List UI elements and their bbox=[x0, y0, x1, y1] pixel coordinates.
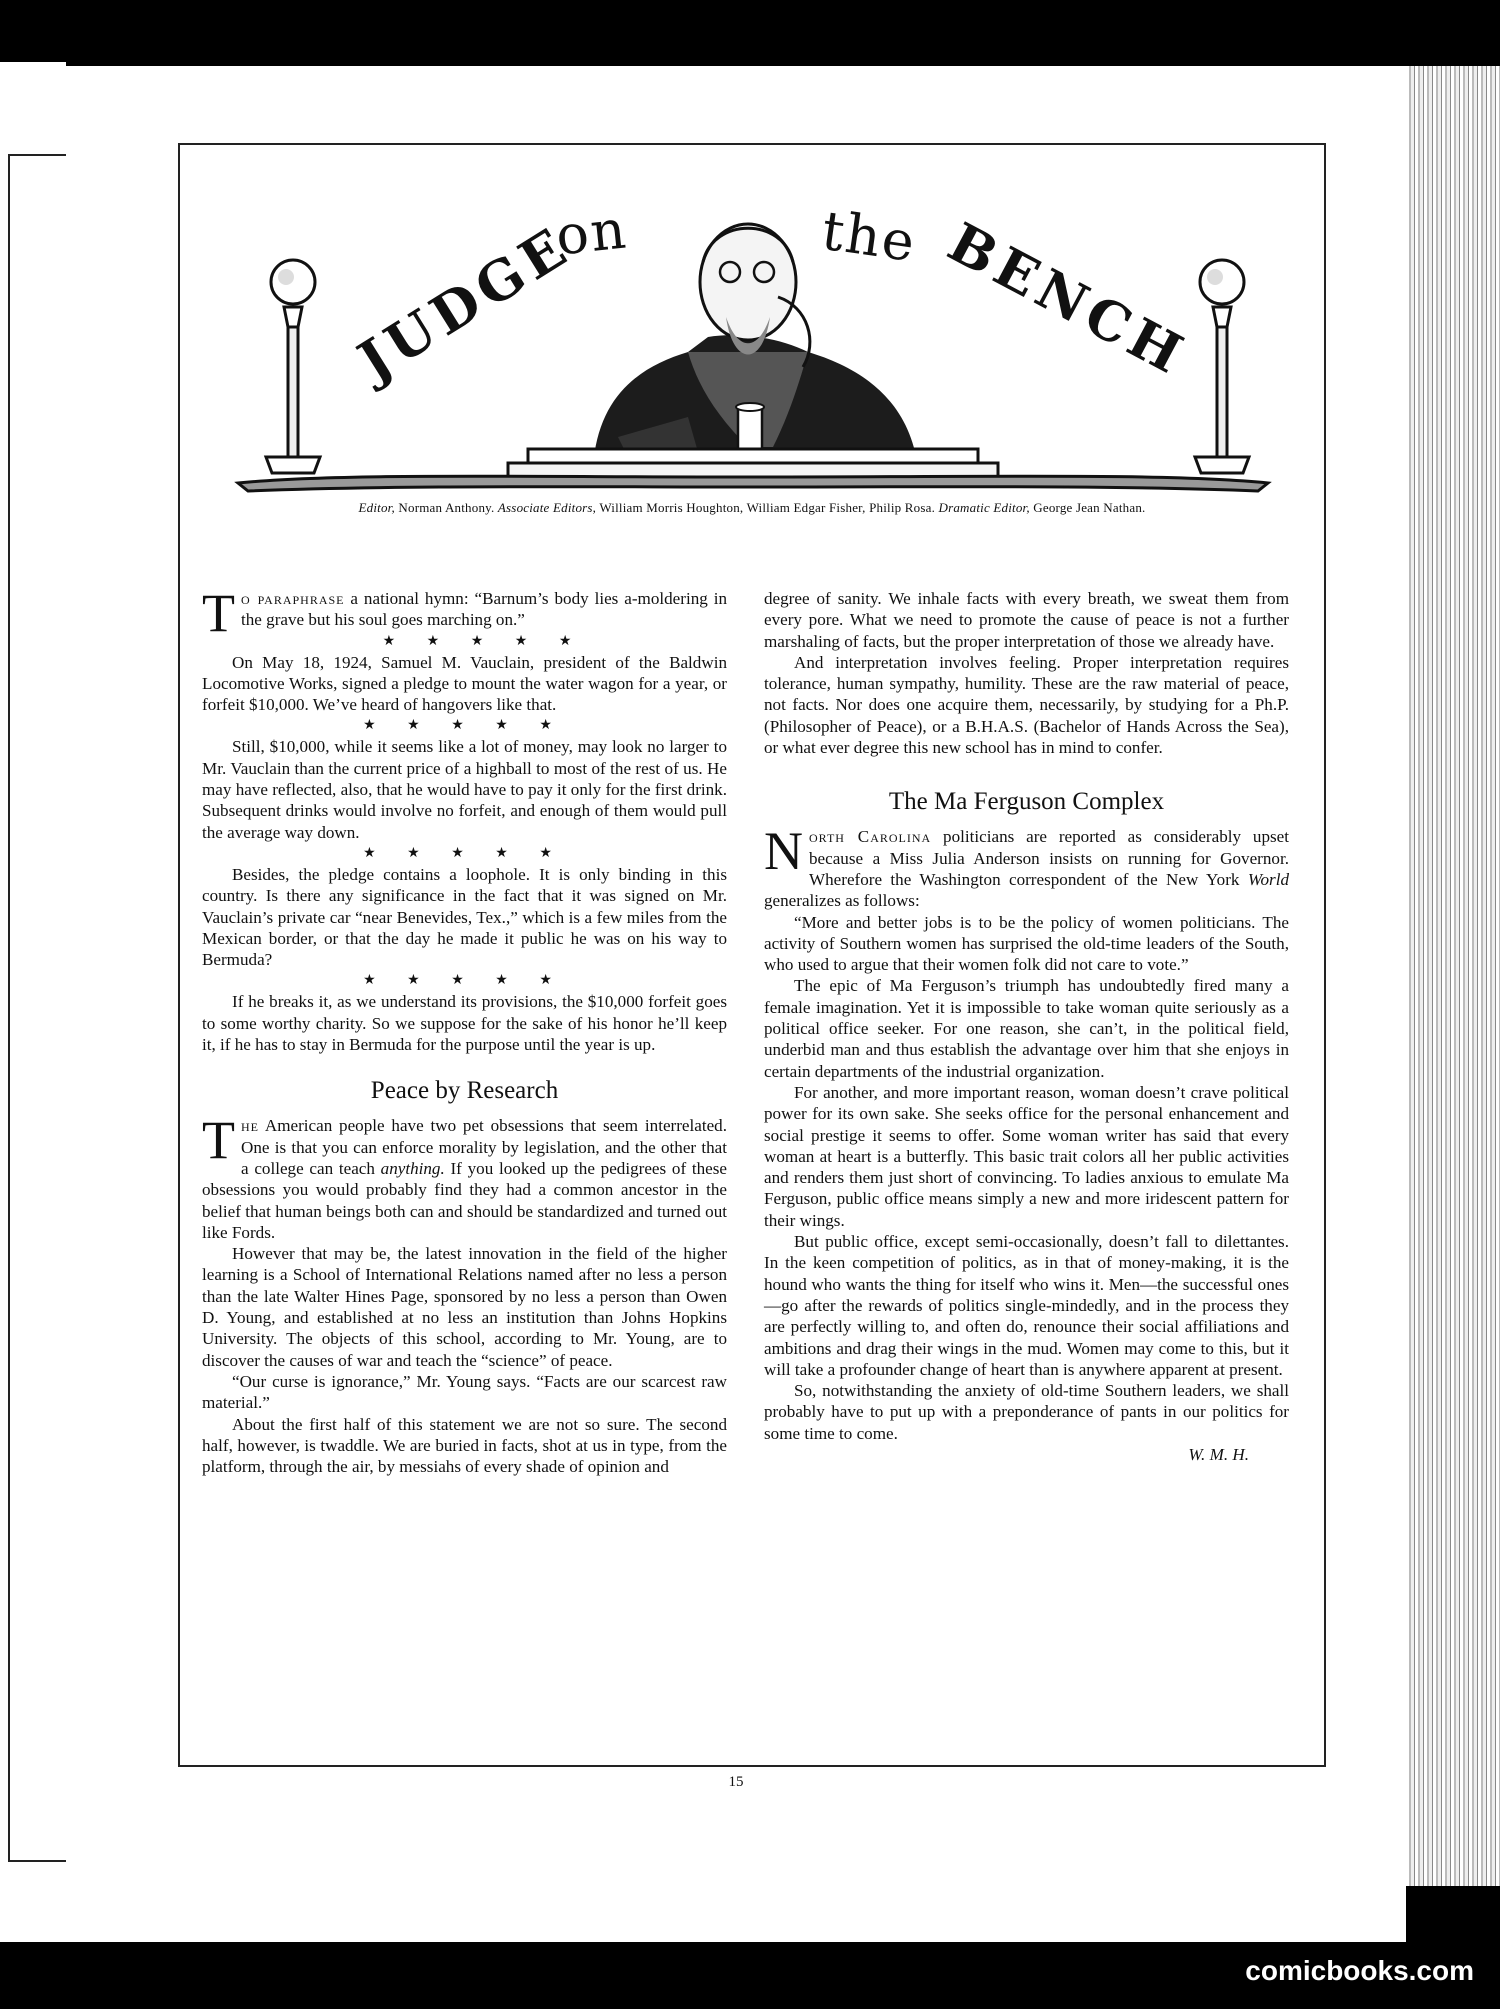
credit-name-associate: William Morris Houghton, William Edgar Fisher, Philip Rosa. bbox=[599, 500, 936, 515]
paragraph: degree of sanity. We inhale facts with every breath, we sweat them from every pore. What we need to promote the cause of peace is not a further marshaling of facts, but the proper interpretation of those we already have. bbox=[764, 589, 1289, 651]
lead-in: he bbox=[241, 1116, 259, 1136]
left-page-border bbox=[8, 154, 68, 1862]
right-column bbox=[764, 588, 1289, 1465]
section-heading-ferguson: The Ma Ferguson Complex bbox=[888, 788, 1165, 816]
paragraph: And interpretation involves feeling. Proper interpretation requires tolerance, human sympathy, humility. These are the raw material of peace, not facts. Nor does one acquire them, necessarily, by studying for a Ph.P. (Philosopher of Peace), or a B.H.A.S. (Bachelor of Hands Across the Sea), or what ever degree this new school has in mind to confer. bbox=[764, 652, 1289, 758]
credit-name-editor: Norman Anthony. bbox=[398, 500, 495, 515]
paragraph: If he breaks it, as we understand its provisions, the $10,000 forfeit goes to some worthy charity. So we suppose for the sake of his honor he’ll keep it, if he has to stay in Bermuda for the purpose until the year is up. bbox=[202, 992, 727, 1055]
lead-in: orth Carolina bbox=[809, 827, 932, 847]
left-column bbox=[202, 583, 727, 1477]
credit-name-dramatic: George Jean Nathan. bbox=[1033, 500, 1146, 515]
intro-paragraph bbox=[202, 583, 727, 643]
quotation-paragraph: “More and better jobs is to be the policy of women politicians. The activity of Southern women has surprised the old-time leaders of the South, who used to argue that their women folk did not care to vote.” bbox=[764, 912, 1289, 975]
star-divider: ★ ★ ★ ★ ★ bbox=[363, 718, 566, 734]
italic-word: anything. bbox=[380, 1158, 445, 1178]
article-frame bbox=[178, 143, 1326, 1767]
masthead bbox=[218, 167, 1286, 515]
left-page-sliver bbox=[0, 62, 66, 1942]
intro-text-continued: generalizes as follows: bbox=[764, 891, 920, 911]
title-word-judge: JUDGE bbox=[347, 213, 582, 393]
credit-role-editor: Editor, bbox=[358, 500, 395, 515]
magazine-page bbox=[66, 66, 1406, 1942]
paragraph: The epic of Ma Ferguson’s triumph has undoubtedly fired many a female imagination. Yet it is impossible to take woman quite seriously as a political office seeker. For one reason, she can’t, in the political field, underbid man and thus establish the advantage over him that she enjoys in certain departments of the industrial organization. bbox=[764, 976, 1289, 1081]
intro-text: a national hymn: “Barnum’s body lies a-moldering in the grave but his soul goes marching on.” bbox=[241, 589, 727, 630]
star-divider: ★ ★ ★ ★ ★ bbox=[363, 973, 566, 989]
paragraph: Besides, the pledge contains a loophole. It is only binding in this country. Is there any significance in the fact that it was signed on Mr. Vauclain’s private car “near Benevides, Tex.,” which is a few miles from the Mexican border, or that the day he made it public he was on his way to Bermuda? bbox=[202, 864, 727, 970]
intro-text-continued: If you looked up the pedigrees of these obsessions you would probably find they had a common ancestor in the belief that human beings both can and should be standardized and turned out like Fords. bbox=[202, 1158, 727, 1242]
title-word-on: on bbox=[552, 197, 631, 268]
paragraph: However that may be, the latest innovation in the field of the higher learning is a School of International Relations named after no less a person than the late Walter Hines Page, sponsored by no less a person than Owen D. Young, and established at no less an institution than Johns Hopkins University. The objects of this school, according to Mr. Young, are to discover the causes of war and teach the “science” of peace. bbox=[202, 1244, 727, 1370]
peace-intro-paragraph bbox=[202, 1110, 727, 1243]
drop-cap: T bbox=[202, 583, 235, 643]
paragraph: About the first half of this statement we are not so sure. The second half, however, is twaddle. We are buried in facts, shot at us in type, from the platform, through the air, by messiahs of every shade of opinion and bbox=[202, 1414, 727, 1477]
credit-role-associate: Associate Editors, bbox=[497, 500, 597, 515]
credit-role-dramatic: Dramatic Editor, bbox=[938, 500, 1030, 515]
italic-word: World bbox=[1247, 869, 1289, 889]
paragraph: But public office, except semi-occasionally, doesn’t fall to dilettantes. In the keen competition of politics, as in that of money-making, it is the hound who wants the thing for itself who wins it. Men—the successful ones—go after the rewards of politics single-mindedly, and in the process they are perfectly willing to, and often do, renounce their social affiliations and ambitions and drag their wings in the mud. Women may come to this, but it will take a profounder change of heart than is anywhere apparent at present. bbox=[764, 1232, 1289, 1379]
drop-cap: N bbox=[764, 821, 803, 882]
bench bbox=[238, 449, 1268, 491]
paragraph: “Our curse is ignorance,” Mr. Young says. “Facts are our scarcest raw material.” bbox=[202, 1371, 727, 1413]
page-edge-stack bbox=[1406, 66, 1500, 1886]
right-lamp bbox=[1195, 260, 1249, 473]
lead-in: o paraphrase bbox=[241, 589, 345, 608]
author-signature: W. M. H. bbox=[1188, 1444, 1249, 1464]
star-divider: ★ ★ ★ ★ ★ bbox=[363, 845, 566, 861]
drop-cap: T bbox=[202, 1110, 235, 1171]
ferguson-intro-paragraph bbox=[764, 821, 1289, 911]
paragraph: Still, $10,000, while it seems like a lot of money, may look no larger to Mr. Vauclain than the current price of a highball to most of the rest of us. He may have reflected, also, that he would have to pay it only for the first drink. Subsequent drinks would involve no forfeit, and enough of them would pull the average way down. bbox=[202, 737, 727, 842]
title-word-bench: BENCH bbox=[938, 209, 1198, 389]
watermark-logo: comicbooks.com bbox=[1245, 1955, 1474, 1986]
left-lamp bbox=[266, 260, 320, 473]
star-divider: ★ ★ ★ ★ ★ bbox=[382, 633, 586, 649]
masthead-credits bbox=[218, 500, 1286, 516]
paragraph: On May 18, 1924, Samuel M. Vauclain, president of the Baldwin Locomotive Works, signed a pledge to mount the water wagon for a year, or forfeit $10,000. We’ve heard of hangovers like that. bbox=[202, 652, 727, 715]
title-word-the: the bbox=[818, 198, 921, 275]
intro-text: politicians are reported as considerably upset because a Miss Julia Anderson insists on running for Governor. Wherefore the Washington correspondent of the New York bbox=[809, 827, 1289, 889]
section-heading-peace: Peace by Research bbox=[370, 1077, 559, 1105]
page-number: 15 bbox=[728, 1774, 744, 1790]
intro-text: American people have two pet obsessions that seem interrelated. One is that you can enforce morality by legislation, and the other that a college can teach bbox=[241, 1116, 727, 1178]
paragraph: For another, and more important reason, woman doesn’t crave political power for its own sake. She seeks office for the personal enhancement and social prestige it seems to offer. Some woman writer has said that every woman at heart is a butterfly. This basic trait colors all her public activities and renders them just short of convincing. To ladies anxious to emulate Ma Ferguson, public office means simply a new and more iridescent pattern for their wings. bbox=[764, 1082, 1289, 1230]
paragraph: So, notwithstanding the anxiety of old-time Southern leaders, we shall probably have to put up with a preponderance of pants in our politics for some time to come. bbox=[764, 1381, 1289, 1443]
